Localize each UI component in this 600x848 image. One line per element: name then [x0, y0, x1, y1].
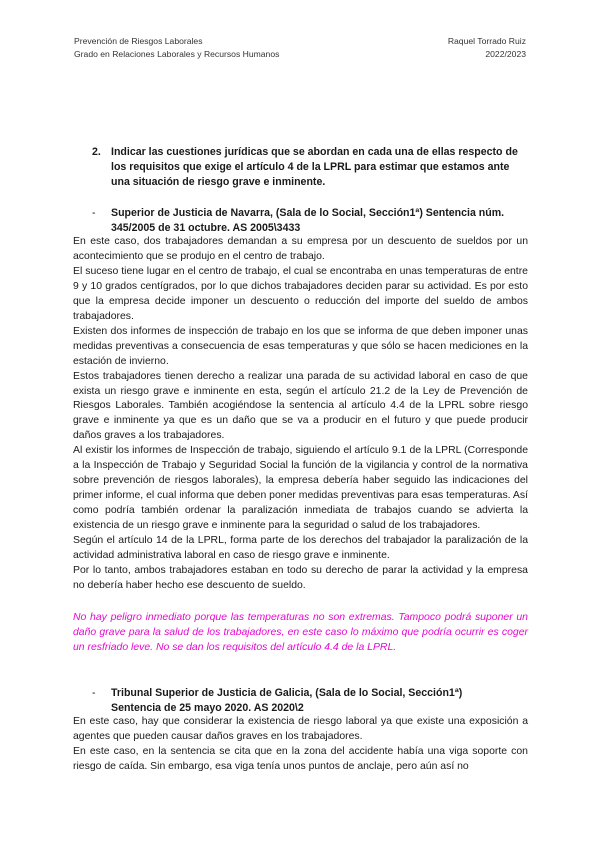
header-degree: Grado en Relaciones Laborales y Recursos Humanos [74, 49, 280, 59]
paragraph: En este caso, hay que considerar la existencia de riesgo laboral ya que existe una exposición a agentes que pueden causar daños graves en los trabajadores. [73, 716, 528, 742]
header-subject: Prevención de Riesgos Laborales [74, 36, 203, 46]
paragraph: En este caso, dos trabajadores demandan a su empresa por un descuento de sueldos por un acontecimiento que se produjo en el centro de trabajo. [73, 236, 528, 262]
paragraph: Según el artículo 14 de la LPRL, forma parte de los derechos del trabajador la paralización de la actividad administrativa laboral en caso de riesgo grave e inminente. [73, 535, 528, 562]
paragraph: Existen dos informes de inspección de trabajo en los que se informa de que deben imponer unas medidas preventivas a consecuencia de esas temperaturas y que sólo se hacen mediciones en la estación de invierno. [73, 325, 528, 367]
section-1-title [92, 206, 530, 236]
header-author: Raquel Torrado Ruiz [447, 36, 526, 46]
bullet-dash: - [92, 687, 96, 699]
section-1-body [73, 235, 528, 594]
section-2-title-line1: Tribunal Superior de Justicia de Galicia, (Sala de lo Social, Sección1ª) [111, 687, 463, 699]
paragraph: Estos trabajadores tienen derecho a realizar una parada de su actividad laboral en caso de que exista un riesgo grave e inminente en esta, según el artículo 21.2 de la Ley de Prevención de Riesgos Laborales. También acogiéndose la sentencia al artículo 4.4 de la LPRL sobre riesgo grave e inminente ya que es un daño que se va a producir en el futuro y que puede producir daños graves a los trabajadores. [73, 370, 528, 442]
paragraph: El suceso tiene lugar en el centro de trabajo, el cual se encontraba en unas temperaturas de entre 9 y 10 grados centígrados, por lo que dichos trabajadores deciden parar su actividad. Es por esto que la empresa decide imponer un descuento o reducción del importe del sueldo de ambos trabajadores. [73, 265, 528, 322]
header-left [74, 35, 279, 61]
question-number: 2. [92, 146, 101, 158]
section-2-title [92, 686, 530, 716]
question-text: Indicar las cuestiones jurídicas que se abordan en cada una de ellas respecto de los requisitos que exige el artículo 4 de la LPRL para estimar que estamos ante una situación de riesgo grave e inminente. [111, 146, 518, 188]
header-year: 2022/2023 [485, 49, 526, 59]
paragraph: Al existir los informes de Inspección de trabajo, siguiendo el artículo 9.1 de la LPRL (Corresponde a la Inspección de Trabajo y Seguridad Social la función de la vigilancia y control de la normativa sobre prevención de riesgos laborales), la empresa debería haber seguido las indicaciones del primer informe, el cual informa que deben poner medidas preventivas para esas temperaturas. Así como podría también ordenar la paralización inmediata de trabajos cuando se advierta la existencia de un riesgo grave e inminente para la seguridad o salud de los trabajadores. [73, 445, 528, 532]
section-2-title-line2: Sentencia de 25 mayo 2020. AS 2020\2 [111, 701, 304, 714]
annotation-note: No hay peligro inmediato porque las temperaturas no son extremas. Tampoco podrá suponer un daño grave para la salud de los trabajadores, en este caso lo máximo que podría ocurrir es coger un resfriado leve. No se dan los requisitos del artículo 4.4 de la LPRL. [73, 612, 528, 653]
bullet-dash: - [92, 207, 96, 219]
section-2-body [73, 715, 528, 775]
header-right [448, 35, 526, 61]
section-1-title-text: Superior de Justicia de Navarra, (Sala de lo Social, Sección1ª) Sentencia núm. 345/2005 de 31 octubre. AS 2005\3433 [111, 207, 505, 234]
question-heading [92, 145, 530, 189]
paragraph: Por lo tanto, ambos trabajadores estaban en todo su derecho de parar la actividad y la empresa no debería haber hecho ese descuento de sueldo. [73, 564, 528, 591]
paragraph: En este caso, en la sentencia se cita que en la zona del accidente había una viga soporte con riesgo de caída. Sin embargo, esa viga tenía unos puntos de anclaje, pero aún así no [73, 745, 528, 772]
